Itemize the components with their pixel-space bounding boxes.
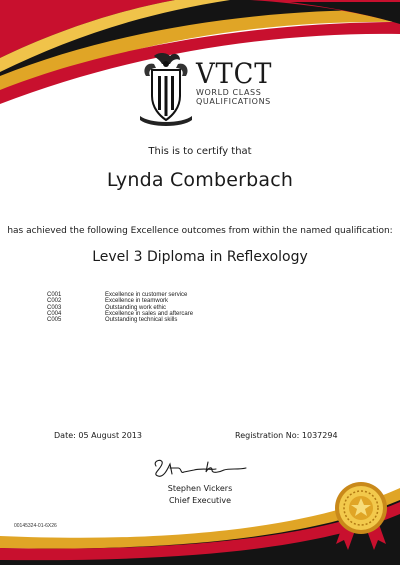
gold-award-seal-icon [330,480,392,552]
brand-tagline-1: WORLD CLASS [196,88,262,97]
outcome-label: Outstanding work ethic [105,304,167,311]
certify-text: This is to certify that [148,146,252,157]
issue-date: Date: 05 August 2013 [54,431,142,440]
signature-icon [150,456,250,480]
outcome-code: C004 [47,310,62,317]
brand-name: VTCT [196,57,273,90]
recipient-name: Lynda Comberbach [106,169,294,191]
vtct-logo [0,52,400,128]
outcome-label: Excellence in sales and aftercare [105,310,194,317]
qualification-title: Level 3 Diploma in Reflexology [92,249,308,265]
signatory-title: Chief Executive [168,496,232,505]
achievement-statement: has achieved the following Excellence outcomes from within the named qualification: [7,226,393,236]
heraldic-crest-icon [136,52,196,128]
outcome-label: Excellence in teamwork [105,298,169,305]
document-reference: 00145324-01-6X26 [14,523,57,529]
registration-number: Registration No: 1037294 [235,431,338,440]
outcome-code: C005 [47,317,62,324]
outcome-code: C003 [47,304,62,311]
outcome-code: C001 [47,292,62,298]
brand-tagline-2: QUALIFICATIONS [196,97,271,106]
signatory-name: Stephen Vickers [167,484,233,493]
outcome-label: Outstanding technical skills [105,317,178,324]
outcome-label: Excellence in customer service [105,292,188,298]
outcome-row [47,317,193,323]
vtct-brand [196,57,279,106]
outcomes-list [47,292,193,323]
outcome-code: C002 [47,298,62,305]
